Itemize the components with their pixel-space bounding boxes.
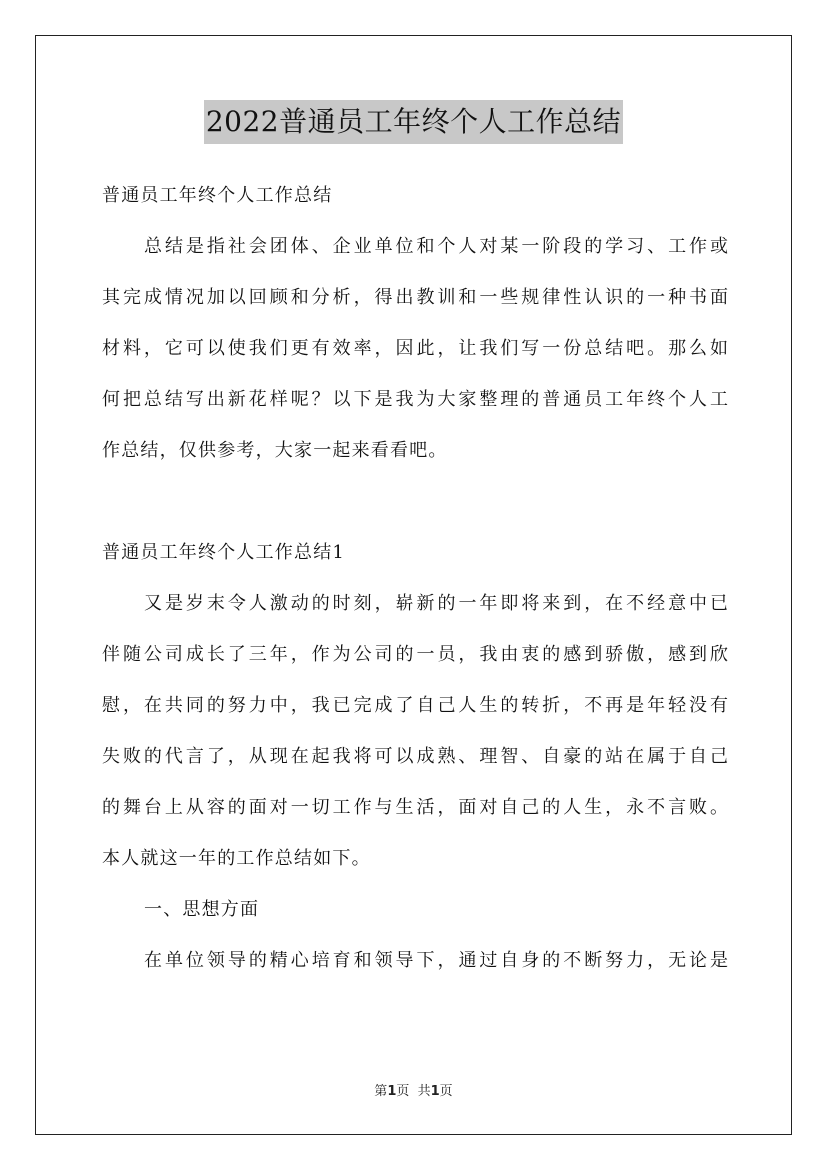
- section1-line-3: 慰，在共同的努力中，我已完成了自己人生的转折，不再是年轻没有: [102, 695, 728, 716]
- subsection1-line-1: 在单位领导的精心培育和领导下，通过自身的不断努力，无论是: [144, 950, 728, 971]
- section1-line-4: 失败的代言了，从现在起我将可以成熟、理智、自豪的站在属于自己: [102, 746, 728, 767]
- section1-line-1: 又是岁末令人激动的时刻，崭新的一年即将来到，在不经意中已: [144, 593, 728, 614]
- section1-line-5: 的舞台上从容的面对一切工作与生活，面对自己的人生，永不言败。: [102, 797, 728, 818]
- intro-line-5: 作总结，仅供参考，大家一起来看看吧。: [102, 440, 448, 461]
- subsection1-heading: 一、思想方面: [144, 899, 260, 920]
- intro-line-4: 何把总结写出新花样呢？以下是我为大家整理的普通员工年终个人工: [102, 389, 728, 410]
- footer-total-pages: 1: [430, 1084, 440, 1099]
- section1-heading: 普通员工年终个人工作总结1: [102, 542, 346, 563]
- section1-line-6: 本人就这一年的工作总结如下。: [102, 848, 371, 869]
- intro-line-2: 其完成情况加以回顾和分析，得出教训和一些规律性认识的一种书面: [102, 287, 728, 308]
- document-title-text: 2022普通员工年终个人工作总结: [204, 100, 623, 144]
- document-body: [102, 170, 728, 986]
- subheading: 普通员工年终个人工作总结: [102, 185, 333, 206]
- page-footer: [0, 1083, 827, 1101]
- intro-line-3: 材料，它可以使我们更有效率，因此，让我们写一份总结吧。那么如: [102, 338, 728, 359]
- section1-line-2: 伴随公司成长了三年，作为公司的一员，我由衷的感到骄傲，感到欣: [102, 644, 728, 665]
- document-title: [0, 100, 827, 144]
- footer-page-prefix: 第: [374, 1084, 388, 1099]
- footer-page-suffix: 页: [439, 1084, 453, 1099]
- paragraph-gap: [102, 476, 728, 527]
- footer-page-number: 1: [387, 1084, 397, 1099]
- footer-page-mid: 页 共: [396, 1084, 431, 1099]
- intro-line-1: 总结是指社会团体、企业单位和个人对某一阶段的学习、工作或: [144, 236, 728, 257]
